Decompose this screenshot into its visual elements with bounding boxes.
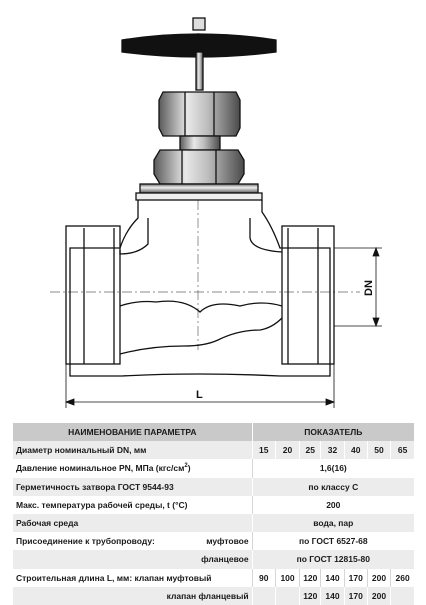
length-flange-value <box>275 587 299 605</box>
length-value: 120 <box>300 569 321 587</box>
row-tightness-name: Герметичность затвора ГОСТ 9544-93 <box>13 478 252 496</box>
row-connection-coupling <box>13 532 414 550</box>
row-pn-value: 1,6(16) <box>252 459 414 477</box>
length-value: 260 <box>391 569 414 587</box>
bonnet-nut <box>136 150 262 200</box>
length-flange-value: 140 <box>321 587 344 605</box>
spec-table <box>13 423 414 605</box>
connection-flange-value: по ГОСТ 12815-80 <box>252 550 414 568</box>
dn-value: 25 <box>300 441 321 459</box>
length-flange-value <box>391 587 414 605</box>
length-value: 100 <box>275 569 299 587</box>
row-temp-value: 200 <box>252 496 414 514</box>
row-length-coupling-name: Строительная длина L, мм: клапан муфтовый <box>13 569 252 587</box>
row-connection-flange <box>13 550 414 568</box>
header-param: НАИМЕНОВАНИЕ ПАРАМЕТРА <box>13 423 252 441</box>
dn-value: 15 <box>252 441 275 459</box>
valve-body <box>66 200 334 376</box>
header-value: ПОКАЗАТЕЛЬ <box>252 423 414 441</box>
dn-value: 40 <box>344 441 367 459</box>
dn-value: 32 <box>321 441 344 459</box>
length-flange-value: 170 <box>344 587 367 605</box>
row-temp-name: Макс. температура рабочей среды, t (°С) <box>13 496 252 514</box>
row-length-flange <box>13 587 414 605</box>
length-value: 200 <box>367 569 390 587</box>
row-dn <box>13 441 414 459</box>
dn-value: 20 <box>275 441 299 459</box>
length-flange-value: 120 <box>300 587 321 605</box>
l-dimension <box>66 364 334 408</box>
connection-coupling-value: по ГОСТ 6527-68 <box>252 532 414 550</box>
length-flange-value: 200 <box>367 587 390 605</box>
length-value: 140 <box>321 569 344 587</box>
dn-value: 50 <box>367 441 390 459</box>
row-tightness <box>13 478 414 496</box>
row-connection-name: Присоединение к трубопроводу: муфтовое <box>13 532 252 550</box>
row-medium-value: вода, пар <box>252 514 414 532</box>
row-dn-name: Диаметр номинальный DN, мм <box>13 441 252 459</box>
dn-value: 65 <box>391 441 414 459</box>
row-medium <box>13 514 414 532</box>
dn-label: DN <box>363 280 375 296</box>
length-value: 170 <box>344 569 367 587</box>
row-tightness-value: по классу С <box>252 478 414 496</box>
row-medium-name: Рабочая среда <box>13 514 252 532</box>
row-temp <box>13 496 414 514</box>
row-pn-name: Давление номинальное PN, МПа $(кгс/см^2)$ <box>13 459 252 477</box>
l-label: L <box>196 389 203 401</box>
row-length-flange-name: клапан фланцевый <box>13 587 252 605</box>
length-value: 90 <box>252 569 275 587</box>
connection-flange-label: фланцевое <box>13 550 252 568</box>
connection-coupling-label: муфтовое <box>206 536 249 547</box>
handwheel <box>122 18 276 90</box>
length-flange-value <box>252 587 275 605</box>
row-pn <box>13 459 414 477</box>
row-length-coupling <box>13 569 414 587</box>
table-header-row <box>13 423 414 441</box>
gland-nut <box>159 92 240 150</box>
